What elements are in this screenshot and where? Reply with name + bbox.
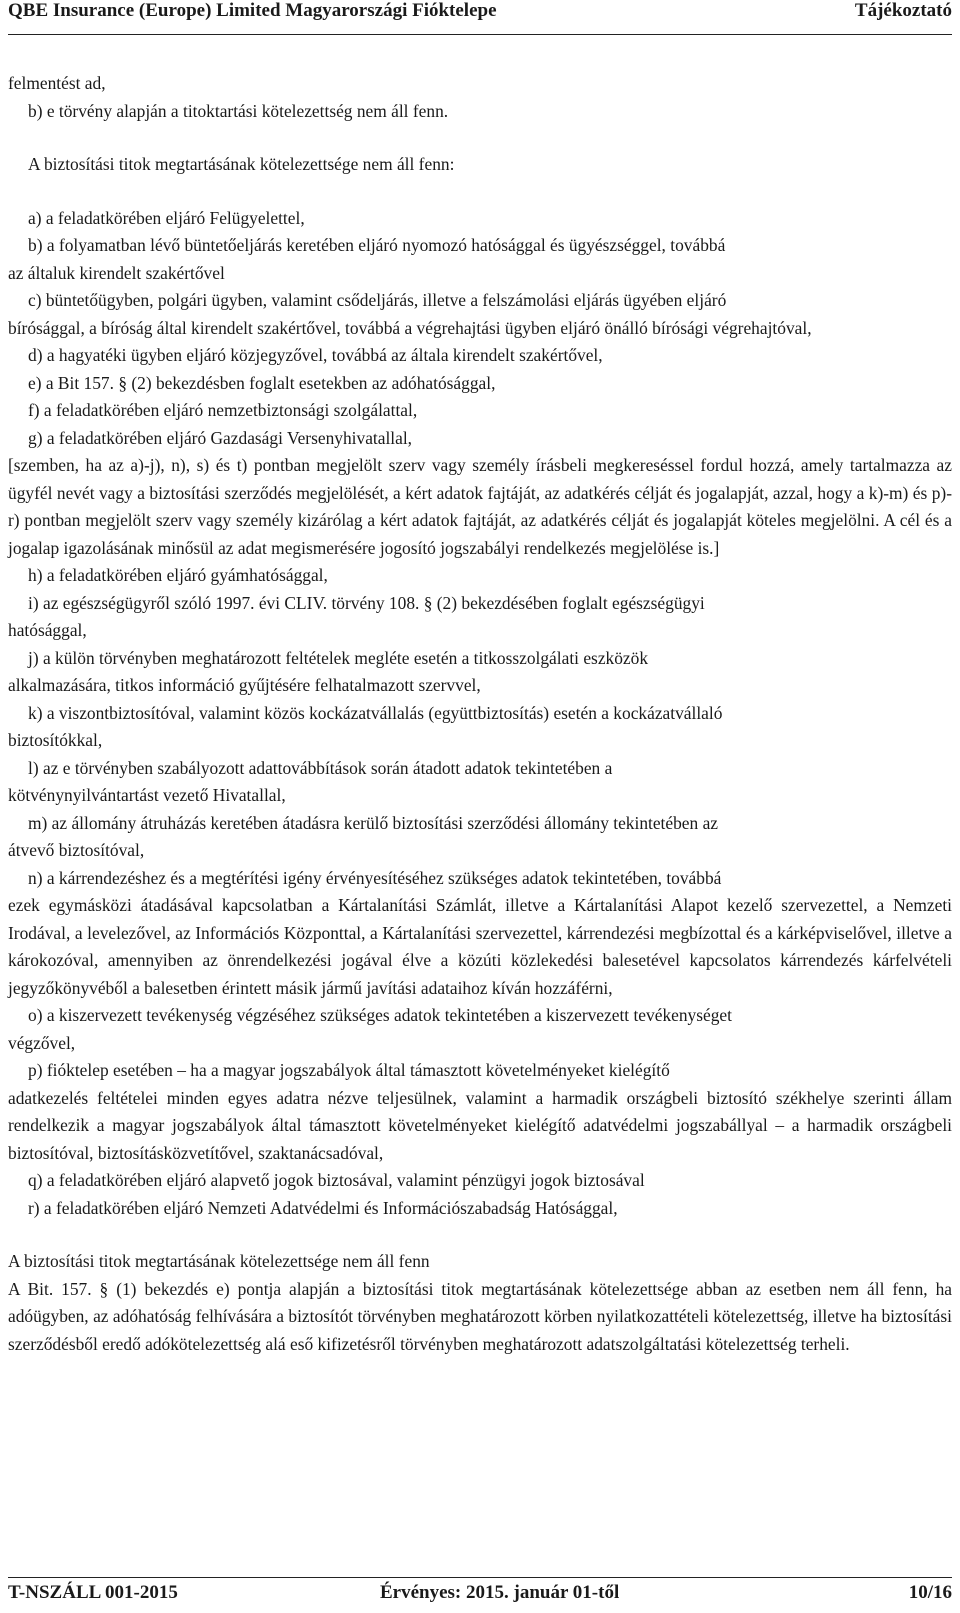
- page-header: [8, 0, 952, 35]
- list-item-k-first: k) a viszontbiztosítóval, valamint közös kockázatvállalás (együttbiztosítás) esetén a kockázatvállaló: [28, 702, 723, 723]
- list-item-b-first: b) a folyamatban lévő büntetőeljárás keretében eljáró nyomozó hatósággal és ügyészséggel, továbbá: [28, 235, 726, 255]
- list-item-m-first: m) az állomány átruházás keretében átadásra kerülő biztosítási szerződési állomány tekintetében az: [28, 812, 719, 833]
- closing-heading: A biztosítási titok megtartásának kötelezettsége nem áll fenn: [8, 1251, 430, 1271]
- list-item-i-first: i) az egészségügyről szóló 1997. évi CLIV. törvény 108. § (2) bekezdésében foglalt egészségügyi: [28, 592, 705, 613]
- list-item-q: q) a feladatkörében eljáró alapvető jogok biztosával, valamint pénzügyi jogok biztosával: [28, 1170, 645, 1190]
- footer-valid-from: Érvényes: 2015. január 01-től: [380, 1582, 620, 1603]
- list-item-c-first: c) büntetőügyben, polgári ügyben, valamint csődeljárás, illetve a felszámolási eljárás ügyében eljáró: [28, 290, 727, 310]
- list-item-d: d) a hagyatéki ügyben eljáró közjegyzővel, továbbá az általa kirendelt szakértővel,: [28, 345, 603, 365]
- list-item-o-first: o) a kiszervezett tevékenység végzéséhez szükséges adatok tekintetében a kiszervezett tevékenységet: [28, 1005, 732, 1025]
- closing-paragraph: A Bit. 157. § (1) bekezdés e) pontja alapján a biztosítási titok megtartásának kötelezettsége abban az esetben nem áll fenn, ha adóügyben, az adóhatóság felhívására a biztosítót törvényben meghatározott körben nyilatkozattételi kötelezettség, illetve ha biztosítási szerződésből eredő adókötelezettség alá eső kifizetésről törvényben meghatározott adatszolgáltatási kötelezettség terheli.: [8, 1278, 952, 1354]
- list-item-e: e) a Bit 157. § (2) bekezdésben foglalt esetekben az adóhatósággal,: [28, 372, 496, 393]
- list-item-p-first: p) fióktelep esetében – ha a magyar jogszabályok által támasztott követelményeket kielégítő: [28, 1060, 670, 1080]
- footer-doc-code: T-NSZÁLL 001-2015: [8, 1582, 178, 1603]
- paragraph: felmentést ad,: [8, 73, 106, 93]
- footer-page-number: 10/16: [908, 1582, 952, 1603]
- list-item-i-cont: hatósággal,: [8, 620, 87, 640]
- list-item-p-cont: adatkezelés feltételei minden egyes adatra nézve teljesülnek, valamint a harmadik országbeli biztosító székhelye szerinti állam rendelkezik a magyar jogszabályok által támasztott követelményeket kielégítő adatvédelmi jogszabállyal – a harmadik országbeli biztosítóval, biztosításközvetítővel, szaktanácsadóval,: [8, 1087, 952, 1163]
- list-item-k-cont: biztosítókkal,: [8, 730, 103, 750]
- list-item-b: b) e törvény alapján a titoktartási kötelezettség nem áll fenn.: [28, 100, 449, 121]
- header-company: QBE Insurance (Europe) Limited Magyarországi Fióktelepe: [8, 0, 497, 21]
- document-body: [8, 70, 952, 1358]
- list-item-r: r) a feladatkörében eljáró Nemzeti Adatvédelmi és Információszabadság Hatósággal,: [28, 1197, 618, 1218]
- header-doc-type: Tájékoztató: [854, 0, 952, 21]
- bracket-paragraph: [szemben, ha az a)-j), n), s) és t) pontban megjelölt szerv vagy személy írásbeli megkereséssel fordul hozzá, amely tartalmazza az ügyfél nevét vagy a biztosítási szerződés megjelölését, a kért adatok fajtáját, az adatkérés célját és jogalapját, azzal, hogy a k)-m) és p)-r) pontban megjelölt szerv vagy személy kizárólag a kért adatok fajtáját, az adatkérés célját és jogalapját köteles megjelölni. A cél és a jogalap igazolásának minősül az adat megismerésére jogosító jogszabályi rendelkezés megjelölése is.]: [8, 455, 952, 558]
- list-item-b-cont: az általuk kirendelt szakértővel: [8, 262, 225, 283]
- page-footer: [8, 1577, 952, 1610]
- list-item-h: h) a feladatkörében eljáró gyámhatósággal,: [28, 565, 328, 585]
- list-item-j-cont: alkalmazására, titkos információ gyűjtésére felhatalmazott szervvel,: [8, 675, 481, 695]
- list-item-a: a) a feladatkörében eljáró Felügyelettel,: [28, 207, 305, 228]
- list-item-f: f) a feladatkörében eljáró nemzetbiztonsági szolgálattal,: [28, 400, 418, 420]
- list-item-n-cont: ezek egymásközi átadásával kapcsolatban a Kártalanítási Számlát, illetve a Kártalanítási Alapot kezelő szervezettel, a Nemzeti Irodával, a levelezővel, az Információs Központtal, a Kártalanítási szervezettel, kárrendezési megbízottal és a kárképviselővel, illetve a károkozóval, amennyiben az önrendelkezési jogával élve a közúti közlekedési balesetével kapcsolatos kárrendezés kárfelvételi jegyzőkönyvéből a balesetben érintett másik jármű javítási adataihoz kíván hozzáférni,: [8, 895, 952, 998]
- list-item-o-cont: végzővel,: [8, 1032, 76, 1053]
- list-item-j-first: j) a külön törvényben meghatározott feltételek megléte esetén a titkosszolgálati eszközök: [28, 647, 649, 668]
- section-heading: A biztosítási titok megtartásának kötelezettsége nem áll fenn:: [28, 154, 455, 174]
- list-item-l-cont: kötvénynyilvántartást vezető Hivatallal,: [8, 785, 286, 805]
- list-item-g: g) a feladatkörében eljáró Gazdasági Versenyhivatallal,: [28, 427, 413, 448]
- list-item-c-cont: bírósággal, a bíróság által kirendelt szakértővel, továbbá a végrehajtási ügyben eljáró önálló bírósági végrehajtóval,: [8, 317, 812, 338]
- list-item-m-cont: átvevő biztosítóval,: [8, 840, 145, 860]
- list-item-l-first: l) az e törvényben szabályozott adattovábbítások során átadott adatok tekintetében a: [28, 757, 613, 778]
- list-item-n-first: n) a kárrendezéshez és a megtérítési igény érvényesítéséhez szükséges adatok tekintetében, továbbá: [28, 867, 722, 888]
